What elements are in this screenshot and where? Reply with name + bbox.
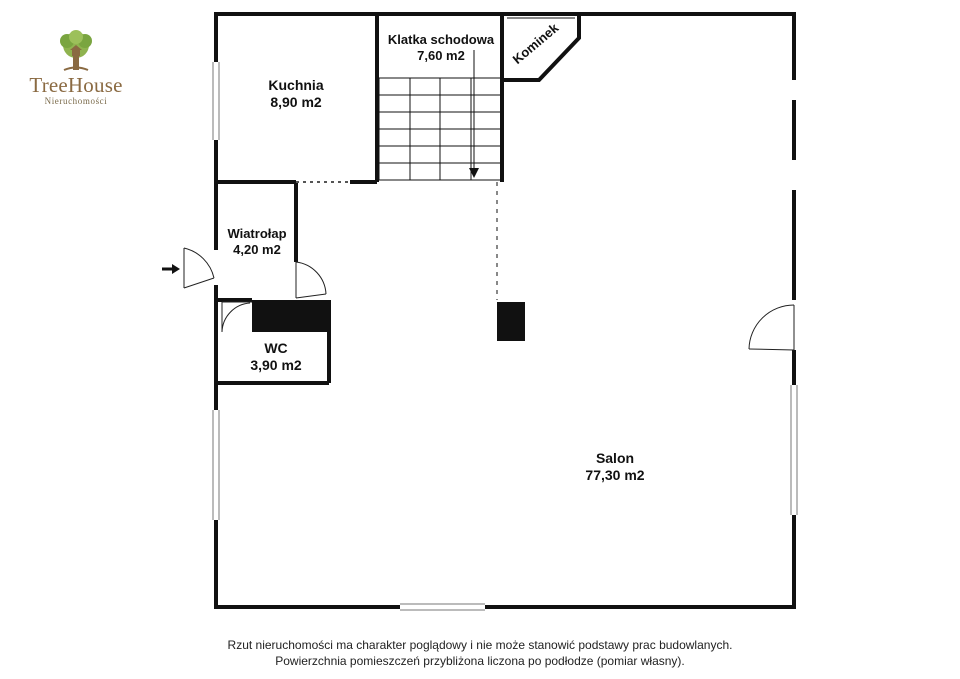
room-label-wiatrolap — [216, 226, 298, 258]
room-name-klatka: Klatka schodowa — [387, 32, 495, 47]
room-label-salon — [560, 450, 670, 484]
logo-brand-name: TreeHouse — [29, 73, 123, 97]
disclaimer — [0, 637, 960, 669]
room-area-wiatrolap: 4,20 m2 — [233, 242, 281, 257]
room-name-wiatrolap: Wiatrołap — [227, 226, 287, 241]
disclaimer-line-2: Powierzchnia pomieszczeń przybliżona liczona po podłodze (pomiar własny). — [275, 654, 685, 668]
wc-block — [252, 300, 329, 332]
staircase — [379, 50, 501, 180]
room-name-salon: Salon — [595, 450, 635, 466]
room-name-kuchnia: Kuchnia — [268, 77, 324, 93]
room-area-salon: 77,30 m2 — [585, 467, 645, 483]
room-name-wc: WC — [264, 340, 288, 356]
room-label-klatka — [377, 32, 505, 64]
room-area-klatka: 7,60 m2 — [417, 48, 465, 63]
room-label-wc — [226, 340, 326, 374]
entrance-arrow-icon — [162, 264, 180, 274]
room-area-wc: 3,90 m2 — [250, 357, 302, 373]
room-name-kominek: Kominek — [509, 20, 562, 67]
disclaimer-line-1: Rzut nieruchomości ma charakter poglądowy i nie może stanowić podstawy prac budowlanych. — [227, 638, 733, 652]
room-area-kuchnia: 8,90 m2 — [270, 94, 322, 110]
pillar — [497, 302, 525, 341]
room-label-kuchnia — [246, 77, 346, 111]
logo-subtitle: Nieruchomości — [44, 96, 108, 106]
doors — [184, 248, 794, 350]
